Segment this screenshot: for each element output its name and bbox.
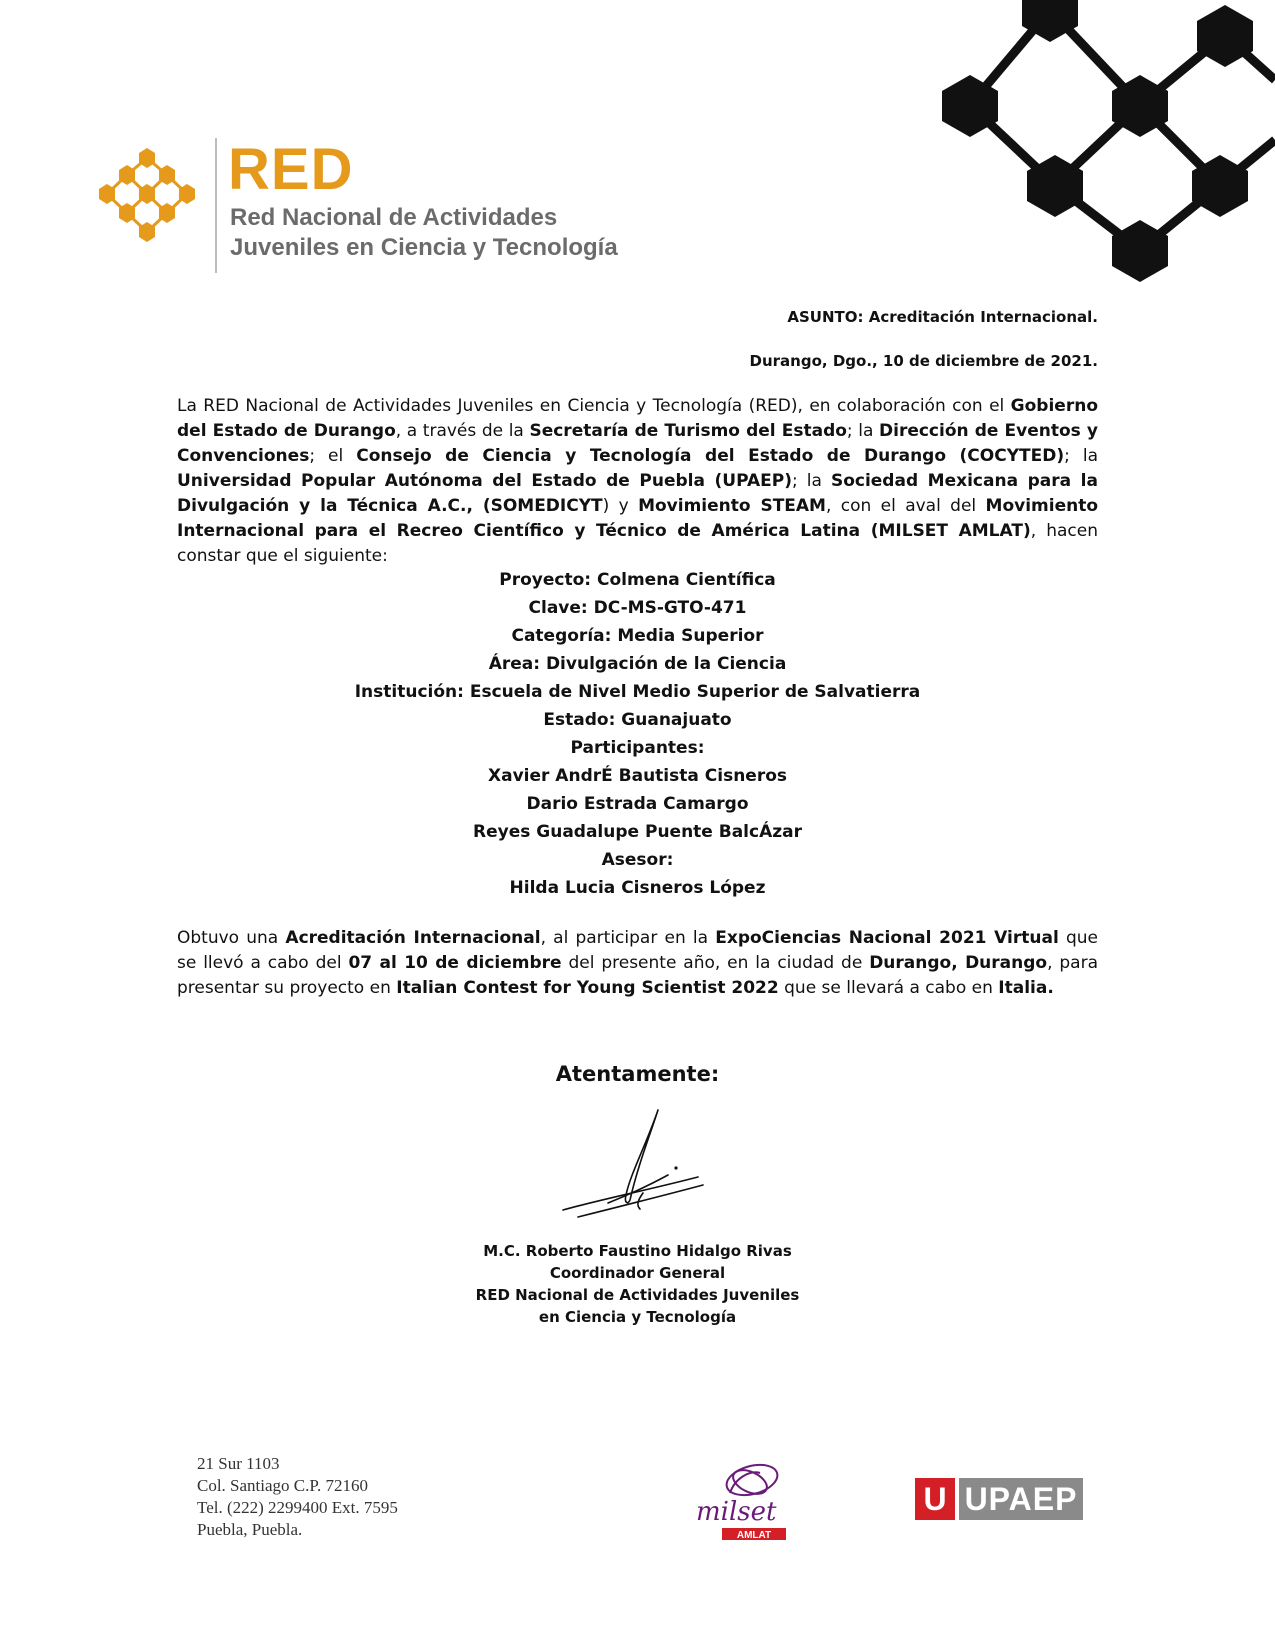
hexagon-network-decoration-icon: [930, 0, 1275, 285]
detail-line: Institución: Escuela de Nivel Medio Superior de Salvatierra: [354, 682, 921, 702]
milset-text: milset: [696, 1497, 777, 1527]
project-details: [177, 566, 1098, 902]
address-line: Tel. (222) 2299400 Ext. 7595: [197, 1498, 398, 1517]
detail-line: Proyecto: Colmena Científica: [499, 570, 776, 590]
detail-line: Dario Estrada Camargo: [526, 794, 749, 814]
logo-subtitle-line1: Red Nacional de Actividades: [230, 204, 558, 231]
intro-paragraph: La RED Nacional de Actividades Juveniles en Ciencia y Tecnología (RED), en colaboración con el Gobierno del Estado de Durango, a través de la Secretaría de Turismo del Estado; la Dirección de Eventos y Convenciones; el Consejo de Ciencia y Tecnología del Estado de Durango (COCYTED); la Universidad Popular Autónoma del Estado de Puebla (UPAEP); la Sociedad Mexicana para la Divulgación y la Técnica A.C., (SOMEDICYT) y Movimiento STEAM, con el aval del Movimiento Internacional para el Recreo Científico y Técnico de América Latina (MILSET AMLAT), hacen constar que el siguiente:: [177, 396, 1099, 566]
detail-line: Categoría: Media Superior: [511, 626, 764, 646]
signer-title: Coordinador General: [549, 1264, 726, 1282]
detail-line: Área: Divulgación de la Ciencia: [488, 654, 787, 674]
logo-title: RED: [228, 137, 354, 202]
detail-line: Reyes Guadalupe Puente BalcÁzar: [473, 822, 802, 842]
handwritten-signature-icon: [558, 1105, 718, 1230]
detail-line: Estado: Guanajuato: [543, 710, 732, 730]
milset-amlat-logo-icon: [690, 1458, 800, 1546]
red-hexagon-logo-icon: [92, 148, 202, 258]
address-line: Col. Santiago C.P. 72160: [197, 1476, 368, 1495]
detail-line: Hilda Lucia Cisneros López: [509, 878, 766, 898]
outro-paragraph: Obtuvo una Acreditación Internacional, al participar en la ExpoCiencias Nacional 2021 Virtual que se llevó a cabo del 07 al 10 de diciembre del presente año, en la ciudad de Durango, Durango, para presentar su proyecto en Italian Contest for Young Scientist 2022 que se llevará a cabo en Italia.: [177, 928, 1098, 998]
detail-line: Clave: DC-MS-GTO-471: [528, 598, 747, 618]
signer-org-line2: en Ciencia y Tecnología: [538, 1308, 737, 1326]
address-line: 21 Sur 1103: [197, 1454, 280, 1473]
detail-line: Participantes:: [570, 738, 705, 758]
subject-line: ASUNTO: Acreditación Internacional.: [787, 308, 1098, 326]
signer-org-line1: RED Nacional de Actividades Juveniles: [475, 1286, 800, 1304]
logo-subtitle-line2: Juveniles en Ciencia y Tecnología: [230, 234, 618, 261]
signer-block: [177, 1240, 1098, 1328]
logo-divider: [215, 138, 217, 273]
detail-line: Asesor:: [601, 850, 674, 870]
signer-name: M.C. Roberto Faustino Hidalgo Rivas: [483, 1242, 792, 1260]
upaep-logo: [915, 1478, 1085, 1520]
detail-line: Xavier AndrÉ Bautista Cisneros: [487, 766, 788, 786]
footer-address: [197, 1453, 398, 1541]
upaep-wordmark: UPAEP: [959, 1478, 1083, 1520]
upaep-u-mark: U: [915, 1478, 955, 1520]
closing-salutation: Atentamente:: [555, 1062, 720, 1086]
address-line: Puebla, Puebla.: [197, 1520, 303, 1539]
amlat-text: AMLAT: [736, 1530, 772, 1541]
date-line: Durango, Dgo., 10 de diciembre de 2021.: [749, 352, 1098, 370]
